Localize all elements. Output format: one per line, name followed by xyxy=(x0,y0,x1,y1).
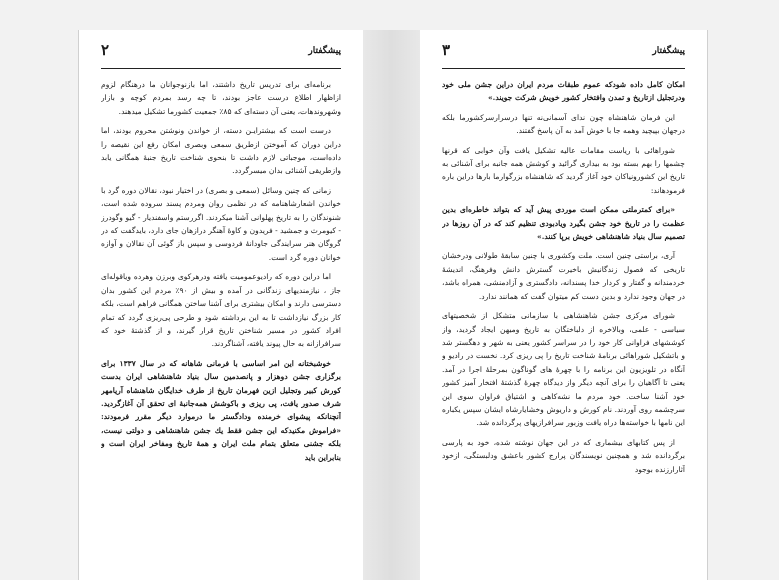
left-page xyxy=(78,30,363,580)
left-paragraph-5: خوشبختانه این امر اساسی با فرمانی شاهانه که در سال ۱۳۳۷ برای برگزاری جشن دوهزار و پانصدمین سال بنیاد شاهنشاهی ایران بدست کورش کبیر وتجلیل ازین فهرمان تاریخ از طرف خدایگان شاهنشاه آریامهر شرف صدور یافت، پی ریزی و باکوشش همه‌جانبۀ ای تحقق آن آغازگردید. آنچنانکه پیشوای خرمنده ودادگستر ما درموارد دیگر مقرر فرمودند: «فراموش مکنیدکه این جشن فقط یك جشن شاهنشاهی و دولتی نیست، بلکه جشنی متعلق بتمام ملت ایران و همۀ تاریخ ومفاخر ایران است و بنابراین باید xyxy=(101,358,341,462)
right-paragraph-3: شوراهائی با ریاست مقامات عالیه تشکیل یافت وآن خوابی که قرنها چشمها را بهم بسته بود به بیداری گرائید و کوشش همه جانبه برای آشنائی به تاریخ این کشورونیاکان خود آغاز گردید که شاهنشاه بزرگوارما بارها دراین باره فرمودهاند: xyxy=(442,145,685,195)
left-page-header xyxy=(101,40,341,69)
right-paragraph-7: از پس کتابهای بیشماری که در این جهان نوشته شده، خود به پارسی برگردانده شد و همچنین نویسندگان پرارج کشور باعشق ودلبستگی، ازخود آثارارزنده بوجود xyxy=(442,437,685,474)
right-paragraph-6: شورای مرکزی جشن شاهنشاهی با سازمانی متشکل از شخصیتهای سیاسی - علمی، وبالاخره از دلباختگان به تاریخ ومیهن ایجاد گردید، واز کوششهای فراوانی کار خود را در سراسر کشور یعنی به شهر و دهگستر شد و باتشکیل شوراهائی برنامۀ شناخت تاریخ را پی ریزی کرد. نخست در رادیو و آنگاه در تلویزیون این برنامه را با چهرۀ های گوناگون بمرحلۀ اجرا در آمد. یعنی تا آگاهیان را برای آنچه دیگر واز دیدگاه چهرۀ گذشتۀ افتخار آمیز کشور خود آشنا ساخت. خود مردم ما نشه‌کاهی و اشتیاق فراوان سوی این سرچشمه روی آوردند. نام کورش و داریوش وخشایارشاه ایشان سپس یکباره این نامها با خواسته‌ها دراه یافت وزبور سرافرازیهای پرگردانده شد. xyxy=(442,311,685,428)
right-page-number: ۳ xyxy=(442,41,451,59)
left-running-title: پیشگفتار xyxy=(308,46,341,56)
left-paragraph-3: زمانی که چنین وسائل (سمعی و بصری) در اختیار نبود، نقالان دوره گرد با خواندن اشعارشاهنامه که در نظمی روان ومردم پسند سروده شده است، شنوندگان را به تاریخ پهلوانی آشنا میکردند. اگررستم واسفندیار - گیو وگودرز - کیومرث و جمشید - فریدون و کاوۀ آهنگر درازهان جای دارد، بایدگفت که در گروگان هنر سرایندگی جاودانۀ فردوسی و سپس باز گوئی آن نقالان و آوازه خوانان دوره گرد است. xyxy=(101,185,341,262)
left-paragraph-2: درست است که بیشترایـن دسته، از خواندن ونوشتن محروم بودند، اما دراین دوران که آموختن ازطریق سمعی وبصری امکان رفع این نقیصه را داده‌است، موجباتی لازم داشت تا بنحوی شناخت تاریخ جنبۀ همگانی یابد وازطریقی آشنائی بدان میسرگردد. xyxy=(101,126,341,176)
left-page-number: ۲ xyxy=(101,41,110,59)
left-paragraph-4: اما دراین دوره که رادیوعمومیت یافته ودرهرکوی وبرزن وهرده ویاقوله‌ای جاز ، نیازمندیهای زندگانی در آمده و بیش از ۹۰٪ مردم این کشور بدان دسترسی دارند و امکان بیشتری برای آشنا ساختن همگانی فراهم است، بلکه کار بزرگ نیازداشت تا به این برداشته شود و طرحی پی‌ریزی گردد که تمام افراد کشور در مسیر شناختن تاریخ قرار گیرند، و از گذشتۀ خود که سرافرازانه به حال پیوند یافته، آشناگردند. xyxy=(101,272,341,349)
right-paragraph-2: این فرمان شاهنشاه چون ندای آسمانی‌نه تنها درسرارسرکشورما بلکه درجهان بپیچید وهمه جا با خوش آمد به آن پاسخ گفتند. xyxy=(442,112,685,136)
right-page-body xyxy=(442,78,685,574)
right-page-header xyxy=(442,40,685,69)
right-paragraph-1: امکان کامل داده شودکه عموم طبقات مردم ایران دراین جشن ملی خود ودرتجلیل ازتاریخ و تمدن وافتخار کشور خویش شرکت جویند.» xyxy=(442,80,685,103)
left-page-body xyxy=(101,78,341,574)
book-gutter xyxy=(363,30,420,580)
right-page xyxy=(420,30,708,580)
right-running-title: پیشگفتار xyxy=(652,46,685,56)
right-paragraph-5: آری، براستی چنین است. ملت وکشوری با چنین سابقۀ طولانی ودرخشان تاریخی که فصول زندگانیش باخیرت گسترش دانش وفرهنگ، اندیشۀ خردمندانه و گفتار و کردار خدا پسندانه، دادگستری و آزادمنشی، همراه باشد، در جهان وجود ندارد و بدین دست کم میتوان گفت که همانند ندارد. xyxy=(442,251,685,301)
left-paragraph-1: برنامه‌ای برای تدریس تاریخ داشتند، اما بازنوجوانان ما درهنگام لزوم ازاظهار اطلاع درست عاجز بودند، تا چه رسد بمردم کوچه و بازار وشهروندهات، یعنی آن دسته‌ای که ۸۵٪ جمعیت کشورما تشکیل میدهند. xyxy=(101,80,341,116)
right-paragraph-4: «برای کمترملتی ممکن است موردی پیش آید که بتواند خاطره‌ای بدین عظمت را در تاریخ خود جشن بگیرد ویادبودی تنظیم کند که در آن روزها در تصمیم سال بنیاد شاهنشاهی خویش برپا کنند.» xyxy=(442,205,685,242)
